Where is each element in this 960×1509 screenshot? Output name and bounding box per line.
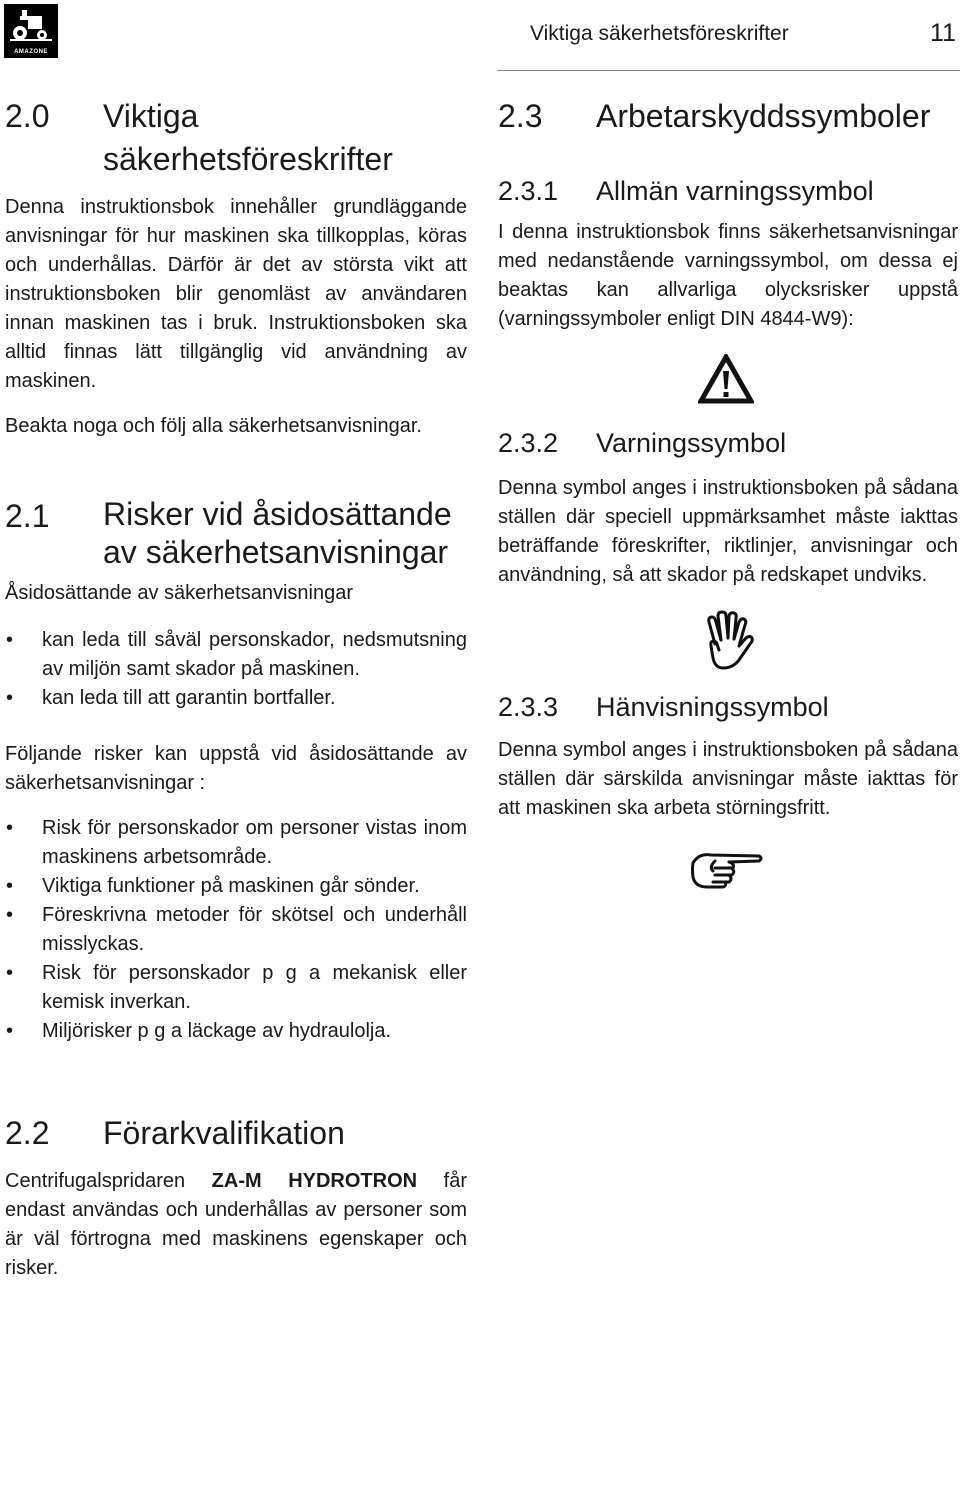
section-title: Risker vid åsidosättande av säkerhetsanvisningar xyxy=(103,496,452,570)
section-title: Allmän varningssymbol xyxy=(596,176,874,206)
section-2-2-paragraph xyxy=(5,1167,467,1283)
section-number: 2.3.1 xyxy=(498,176,559,206)
section-2-3-2-paragraph: Denna symbol anges i instruktionsboken på sådana ställen där speciell uppmärksamhet måste iakttas beträffande föreskrifter, riktlinjer, anvisningar och användning, så att skador på redskapet undviks. xyxy=(498,477,958,586)
section-title: Hänvisningssymbol xyxy=(596,692,829,722)
warning-symbol xyxy=(498,354,958,404)
stop-hand-symbol xyxy=(498,610,958,672)
section-title: Viktiga säkerhetsföreskrifter xyxy=(103,98,393,177)
section-2-1-paragraph-2: Följande risker kan uppstå vid åsidosättande av säkerhetsanvisningar : xyxy=(5,743,467,794)
list-item: • Viktiga funktioner på maskinen går sönder. xyxy=(5,872,467,901)
section-2-3-heading xyxy=(498,95,958,138)
header-divider xyxy=(497,70,960,71)
product-name: ZA-M HYDROTRON xyxy=(211,1170,418,1192)
section-2-3-2-heading xyxy=(498,426,958,460)
list-item: • Föreskrivna metoder för skötsel och underhåll misslyckas. xyxy=(5,901,467,959)
section-2-3-3-heading xyxy=(498,690,958,724)
section-number: 2.2 xyxy=(5,1115,50,1151)
section-2-1-heading xyxy=(5,495,467,571)
section-2-2-heading xyxy=(5,1112,467,1155)
right-column xyxy=(498,95,958,889)
section-number: 2.3.2 xyxy=(498,428,559,458)
paragraph-text: Centrifugalspridaren xyxy=(5,1170,212,1192)
section-number: 2.3.3 xyxy=(498,692,559,722)
page-number: 11 xyxy=(930,19,956,47)
section-2-3-3-paragraph: Denna symbol anges i instruktionsboken på sådana ställen där särskilda anvisningar måste iakttas för att maskinen ska arbeta störningsfritt. xyxy=(498,739,958,819)
section-number: 2.0 xyxy=(5,98,50,134)
pointing-hand-symbol xyxy=(498,849,958,889)
section-2-3-1-heading xyxy=(498,174,958,208)
page-header-title: Viktiga säkerhetsföreskrifter xyxy=(530,22,789,45)
list-item: • kan leda till att garantin bortfaller. xyxy=(5,684,467,713)
risks-list xyxy=(5,814,467,1046)
section-2-0-paragraph-1: Denna instruktionsbok innehåller grundläggande anvisningar för hur maskinen ska tillkopplas, köras och underhållas. Därför är det av största vikt att instruktionsboken blir genomläst av användaren innan maskinen tas i bruk. Instruktionsboken ska alltid finnas lätt tillgänglig vid användning av maskinen. xyxy=(5,196,467,392)
list-item: • kan leda till såväl personskador, nedsmutsning av miljön samt skador på maskinen. xyxy=(5,626,467,684)
amazone-logo xyxy=(4,4,58,58)
list-item: • Risk för personskador om personer vistas inom maskinens arbetsområde. xyxy=(5,814,467,872)
list-item: • Risk för personskador p g a mekanisk eller kemisk inverkan. xyxy=(5,959,467,1017)
logo-text: AMAZONE xyxy=(14,49,48,55)
left-column xyxy=(5,95,467,1283)
tractor-spreader-icon xyxy=(8,7,54,45)
section-title: Förarkvalifikation xyxy=(103,1115,345,1151)
stop-hand-icon xyxy=(701,610,755,672)
warning-triangle-icon xyxy=(698,354,754,404)
list-item: • Miljörisker p g a läckage av hydraulolja. xyxy=(5,1017,467,1046)
paragraph-text: får endast användas och underhållas av personer som är väl förtrogna med maskinens egenskaper och risker. xyxy=(5,1170,467,1279)
section-number: 2.3 xyxy=(498,98,543,134)
section-title: Arbetarskyddssymboler xyxy=(596,98,931,134)
section-number: 2.1 xyxy=(5,498,50,534)
section-2-1-intro: Åsidosättande av säkerhetsanvisningar xyxy=(5,582,353,604)
section-title: Varningssymbol xyxy=(596,428,787,458)
section-2-0-paragraph-2: Beakta noga och följ alla säkerhetsanvisningar. xyxy=(5,415,422,437)
pointing-hand-icon xyxy=(689,849,765,889)
section-2-0-heading xyxy=(5,95,467,181)
section-2-3-1-paragraph: I denna instruktionsbok finns säkerhetsanvisningar med nedanstående varningssymbol, om dessa ej beaktas kan allvarliga olycksrisker uppstå (varningssymboler enligt DIN 4844-W9): xyxy=(498,221,958,330)
consequences-list xyxy=(5,626,467,713)
